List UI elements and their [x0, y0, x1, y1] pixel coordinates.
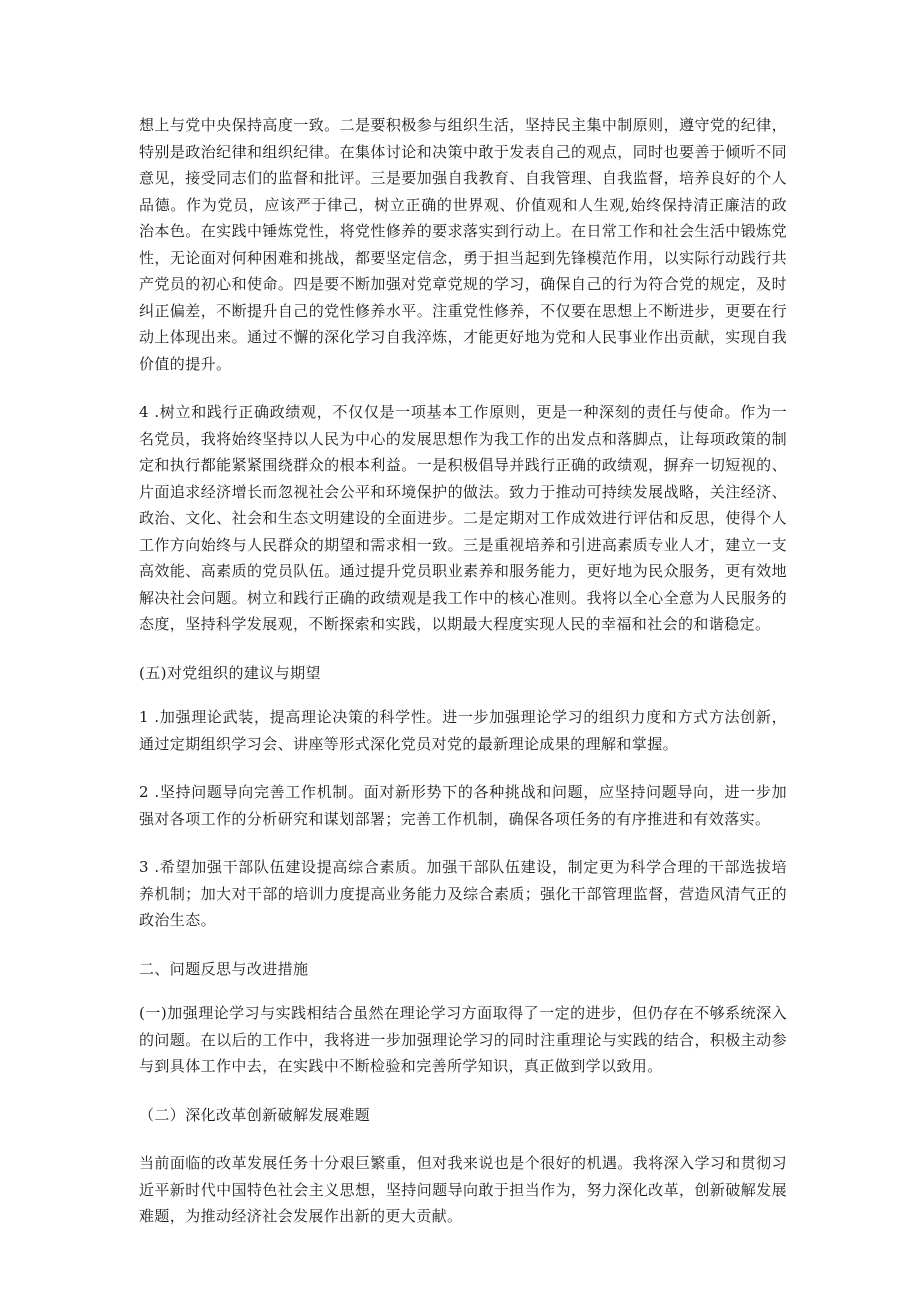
paragraph-suggestion-3: 3 .希望加强干部队伍建设提高综合素质。加强干部队伍建设，制定更为科学合理的干部选拔培养机制；加大对干部的培训力度提高业务能力及综合素质；强化干部管理监督，营造风清气正的政治生态。: [139, 858, 787, 929]
section-heading-reform: （二）深化改革创新破解发展难题: [139, 1105, 371, 1124]
section-heading-suggestions: (五)对党组织的建议与期望: [139, 663, 321, 682]
paragraph-party-discipline: 想上与党中央保持高度一致。二是要积极参与组织生活，坚持民主集中制原则，遵守党的纪律，特别是政治纪律和组织纪律。在集体讨论和决策中敢于发表自己的观点，同时也要善于倾听不同意见，接受同志们的监督和批评。三是要加强自我教育、自我管理、自我监督，培养良好的个人品德。作为党员，应该严于律己，树立正确的世界观、价值观和人生观,始终保持清正廉洁的政治本色。在实践中锤炼党性，将党性修养的要求落实到行动上。在日常工作和社会生活中锻炼党性，无论面对何种困难和挑战，都要坚定信念，勇于担当起到先锋模范作用，以实际行动践行共产党员的初心和使命。四是要不断加强对党章党规的学习，确保自己的行为符合党的规定，及时纠正偏差，不断提升自己的党性修养水平。注重党性修养，不仅要在思想上不断进步，更要在行动上体现出来。通过不懈的深化学习自我淬炼，才能更好地为党和人民事业作出贡献，实现自我价值的提升。: [139, 116, 787, 373]
paragraph-performance-view: 4 .树立和践行正确政绩观，不仅仅是一项基本工作原则，更是一种深刻的责任与使命。作为一名党员，我将始终坚持以人民为中心的发展思想作为我工作的出发点和落脚点，让每项政策的制定和执行都能紧紧围绕群众的根本利益。一是积极倡导并践行正确的政绩观，摒弃一切短视的、片面追求经济增长而忽视社会公平和环境保护的做法。致力于推动可持续发展战略，关注经济、政治、文化、社会和生态文明建设的全面进步。二是定期对工作成效进行评估和反思，使得个人工作方向始终与人民群众的期望和需求相一致。三是重视培养和引进高素质专业人才，建立一支高效能、高素质的党员队伍。通过提升党员职业素养和服务能力，更好地为民众服务，更有效地解决社会问题。树立和践行正确的政绩观是我工作中的核心准则。我将以全心全意为人民服务的态度，坚持科学发展观，不断探索和实践，以期最大程度实现人民的幸福和社会的和谐稳定。: [139, 403, 787, 633]
paragraph-reform: 当前面临的改革发展任务十分艰巨繁重，但对我来说也是个很好的机遇。我将深入学习和贯彻习近平新时代中国特色社会主义思想，坚持问题导向敢于担当作为，努力深化改革，创新破解发展难题，为推动经济社会发展作出新的更大贡献。: [139, 1154, 787, 1225]
paragraph-theory-practice: (一)加强理论学习与实践相结合虽然在理论学习方面取得了一定的进步，但仍存在不够系统深入的问题。在以后的工作中，我将进一步加强理论学习的同时注重理论与实践的结合，积极主动参与到具体工作中去，在实践中不断检验和完善所学知识，真正做到学以致用。: [139, 1004, 787, 1075]
paragraph-suggestion-2: 2 .坚持问题导向完善工作机制。面对新形势下的各种挑战和问题，应坚持问题导向，进一步加强对各项工作的分析研究和谋划部署；完善工作机制，确保各项任务的有序推进和有效落实。: [139, 783, 787, 828]
document-body: [139, 112, 787, 1230]
section-heading-reflection: 二、问题反思与改进措施: [139, 959, 309, 978]
paragraph-suggestion-1: 1 .加强理论武装，提高理论决策的科学性。进一步加强理论学习的组织力度和方式方法创新，通过定期组织学习会、讲座等形式深化党员对党的最新理论成果的理解和掌握。: [139, 708, 787, 753]
